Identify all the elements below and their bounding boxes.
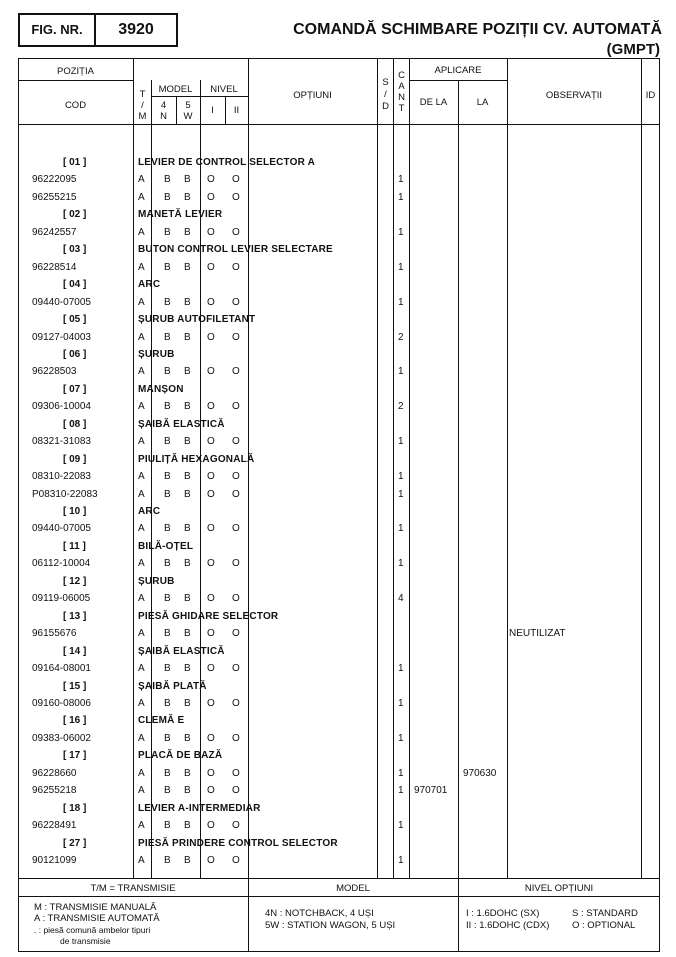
part-level-2: O [232, 732, 240, 744]
table-row [19, 520, 659, 537]
legend-nivel-standard: S : STANDARD [572, 908, 638, 919]
part-model-5w: B [184, 663, 191, 675]
part-level-2: O [232, 820, 240, 832]
legend-nivel-1: I : 1.6DOHC (SX) [466, 908, 540, 919]
item-name: MANȘON [138, 383, 184, 395]
part-tm: A [138, 226, 145, 238]
part-model-4n: B [164, 593, 171, 605]
part-quantity: 1 [398, 855, 404, 866]
part-model-5w: B [184, 366, 191, 378]
table-row [19, 590, 659, 607]
part-code: 08310-22083 [32, 471, 91, 483]
table-row [19, 224, 659, 241]
item-name: PIESĂ GHIDARE SELECTOR [138, 610, 279, 622]
part-level-1: O [207, 174, 215, 186]
hline-aplicare [409, 80, 507, 81]
legend-tm-common: . : piesă comună ambelor tipuri [34, 925, 151, 935]
part-model-4n: B [164, 366, 171, 378]
table-row [19, 765, 659, 782]
part-tm: A [138, 663, 145, 675]
part-model-4n: B [164, 697, 171, 709]
figure-label: FIG. NR. [20, 13, 96, 47]
part-quantity: 1 [398, 261, 404, 273]
part-tm: A [138, 174, 145, 186]
part-code: 09440-07005 [32, 523, 91, 535]
hline-footer-top [18, 878, 660, 879]
part-code: 09127-04003 [32, 331, 91, 343]
col-level-1: I [211, 105, 214, 116]
table-row [19, 294, 659, 311]
col-cant-a: A [398, 81, 405, 92]
col-de-la: DE LA [419, 97, 448, 108]
part-quantity: 1 [398, 174, 404, 186]
legend-model-5w: 5W : STATION WAGON, 5 UȘI [265, 920, 396, 931]
part-level-2: O [232, 855, 240, 866]
item-position: [ 16 ] [63, 715, 87, 727]
part-model-5w: B [184, 436, 191, 448]
item-header [19, 747, 659, 764]
part-level-1: O [207, 697, 215, 709]
item-position: [ 18 ] [63, 802, 87, 814]
part-level-2: O [232, 331, 240, 343]
legend-model-title: MODEL [336, 883, 370, 894]
col-cant-t: T [398, 103, 405, 114]
part-code: 08321-31083 [32, 436, 91, 448]
table-row [19, 730, 659, 747]
item-position: [ 15 ] [63, 680, 87, 692]
item-position: [ 10 ] [63, 506, 87, 517]
part-level-2: O [232, 436, 240, 448]
item-header [19, 573, 659, 590]
part-tm: A [138, 732, 145, 744]
part-level-2: O [232, 488, 240, 500]
figure-number: 3920 [118, 21, 154, 38]
table-row [19, 695, 659, 712]
part-tm: A [138, 401, 145, 413]
part-quantity: 1 [398, 697, 404, 709]
part-quantity: 1 [398, 732, 404, 744]
part-tm: A [138, 820, 145, 832]
page-subtitle: (GMPT) [606, 41, 660, 58]
legend-tm-manual: M : TRANSMISIE MANUALĂ [34, 902, 157, 913]
table-row [19, 433, 659, 450]
col-level-2: II [233, 105, 240, 116]
part-level-2: O [232, 663, 240, 675]
part-quantity: 1 [398, 785, 404, 797]
part-quantity: 1 [398, 767, 404, 779]
part-level-1: O [207, 732, 215, 744]
item-position: [ 03 ] [63, 244, 87, 256]
table-row [19, 171, 659, 188]
item-position: [ 07 ] [63, 383, 87, 395]
col-pozitia: POZIȚIA [57, 66, 94, 77]
col-optiuni: OPȚIUNI [293, 90, 332, 101]
item-header [19, 608, 659, 625]
item-position: [ 01 ] [63, 157, 87, 168]
col-la: LA [476, 97, 489, 108]
part-level-2: O [232, 191, 240, 203]
item-position: [ 17 ] [63, 750, 87, 762]
part-tm: A [138, 697, 145, 709]
col-nivel: NIVEL [210, 84, 238, 95]
legend-nivel-2: II : 1.6DOHC (CDX) [466, 920, 550, 931]
legend-model-4n: 4N : NOTCHBACK, 4 UȘI [265, 908, 374, 919]
part-tm: A [138, 191, 145, 203]
item-position: [ 06 ] [63, 348, 87, 360]
part-level-1: O [207, 366, 215, 378]
part-model-5w: B [184, 296, 191, 308]
col-aplicare: APLICARE [434, 65, 482, 76]
part-from: 970701 [414, 785, 448, 797]
part-code: 09160-08006 [32, 697, 91, 709]
part-level-1: O [207, 488, 215, 500]
col-n: N [160, 111, 167, 122]
part-level-1: O [207, 331, 215, 343]
part-quantity: 1 [398, 436, 404, 448]
item-header [19, 381, 659, 398]
item-name: ȘAIBĂ ELASTICĂ [138, 418, 225, 430]
item-name: LEVIER DE CONTROL SELECTOR A [138, 157, 316, 168]
item-position: [ 14 ] [63, 645, 87, 657]
legend-tm-common-2: de transmisie [60, 936, 111, 946]
table-row [19, 782, 659, 799]
table-row [19, 852, 659, 869]
part-level-1: O [207, 558, 215, 570]
part-level-1: O [207, 820, 215, 832]
part-level-1: O [207, 785, 215, 797]
part-quantity: 1 [398, 558, 404, 570]
part-tm: A [138, 331, 145, 343]
part-level-1: O [207, 767, 215, 779]
part-model-4n: B [164, 785, 171, 797]
item-header [19, 311, 659, 328]
part-level-2: O [232, 401, 240, 413]
part-code: 09306-10004 [32, 401, 91, 413]
part-code: 96255215 [32, 191, 77, 203]
item-name: ARC [138, 279, 161, 291]
hline-header-bottom [18, 124, 660, 125]
table-row [19, 625, 659, 642]
legend-tm-auto: A : TRANSMISIE AUTOMATĂ [34, 913, 160, 924]
col-cant-c: C [398, 70, 405, 81]
part-model-4n: B [164, 628, 171, 640]
part-level-2: O [232, 593, 240, 605]
item-name: LEVIER A-INTERMEDIAR [138, 802, 261, 814]
part-quantity: 1 [398, 471, 404, 483]
item-position: [ 12 ] [63, 575, 87, 587]
item-header [19, 154, 659, 171]
part-level-2: O [232, 785, 240, 797]
part-tm: A [138, 628, 145, 640]
part-model-5w: B [184, 523, 191, 535]
table-row [19, 555, 659, 572]
part-level-2: O [232, 558, 240, 570]
part-code: 09164-08001 [32, 663, 91, 675]
part-model-5w: B [184, 820, 191, 832]
item-header [19, 538, 659, 555]
part-quantity: 1 [398, 523, 404, 535]
hline-pozitia [18, 80, 133, 81]
part-model-4n: B [164, 732, 171, 744]
part-level-1: O [207, 191, 215, 203]
part-level-2: O [232, 628, 240, 640]
part-quantity: 1 [398, 366, 404, 378]
part-quantity: 4 [398, 593, 404, 605]
item-header [19, 678, 659, 695]
item-position: [ 08 ] [63, 418, 87, 430]
item-position: [ 09 ] [63, 453, 87, 465]
part-model-4n: B [164, 436, 171, 448]
item-name: ȘAIBĂ ELASTICĂ [138, 645, 225, 657]
table-row [19, 468, 659, 485]
part-model-4n: B [164, 558, 171, 570]
part-code: 96255218 [32, 785, 77, 797]
hline-model [151, 96, 248, 97]
part-model-4n: B [164, 191, 171, 203]
part-tm: A [138, 296, 145, 308]
part-model-5w: B [184, 558, 191, 570]
part-model-4n: B [164, 226, 171, 238]
part-model-4n: B [164, 767, 171, 779]
item-header [19, 835, 659, 852]
item-header [19, 206, 659, 223]
part-model-4n: B [164, 261, 171, 273]
part-model-5w: B [184, 732, 191, 744]
part-quantity: 1 [398, 191, 404, 203]
item-header [19, 800, 659, 817]
item-name: ȘURUB AUTOFILETANT [138, 314, 256, 326]
part-level-1: O [207, 523, 215, 535]
part-level-2: O [232, 296, 240, 308]
col-sd-s: S [382, 77, 389, 88]
col-id: ID [645, 90, 656, 101]
item-header [19, 712, 659, 729]
part-tm: A [138, 767, 145, 779]
part-code: 96228503 [32, 366, 77, 378]
page-title: COMANDĂ SCHIMBARE POZIȚII CV. AUTOMATĂ [293, 21, 662, 38]
part-level-2: O [232, 261, 240, 273]
hline-footer-title [18, 896, 660, 897]
part-level-2: O [232, 226, 240, 238]
part-model-4n: B [164, 820, 171, 832]
part-quantity: 1 [398, 226, 404, 238]
item-name: ȘURUB [138, 348, 175, 360]
item-position: [ 11 ] [63, 540, 86, 552]
item-name: PIULIȚĂ HEXAGONALĂ [138, 453, 255, 465]
part-quantity: 1 [398, 663, 404, 675]
table-row [19, 660, 659, 677]
col-tm-m: M [138, 111, 147, 122]
part-level-1: O [207, 593, 215, 605]
item-name: CLEMĂ E [138, 715, 185, 727]
part-tm: A [138, 785, 145, 797]
part-model-4n: B [164, 663, 171, 675]
part-tm: A [138, 523, 145, 535]
part-tm: A [138, 366, 145, 378]
part-model-5w: B [184, 488, 191, 500]
part-tm: A [138, 558, 145, 570]
item-name: BUTON CONTROL LEVIER SELECTARE [138, 244, 333, 256]
part-code: 09440-07005 [32, 296, 91, 308]
part-model-4n: B [164, 401, 171, 413]
part-level-1: O [207, 226, 215, 238]
col-5: 5 [185, 100, 191, 111]
part-level-1: O [207, 628, 215, 640]
item-header [19, 451, 659, 468]
part-code: 96222095 [32, 174, 77, 186]
table-row [19, 329, 659, 346]
part-level-1: O [207, 296, 215, 308]
item-position: [ 13 ] [63, 610, 87, 622]
table-row [19, 259, 659, 276]
item-name: PIESĂ PRINDERE CONTROL SELECTOR [138, 837, 338, 849]
part-model-4n: B [164, 296, 171, 308]
item-name: ȘAIBĂ PLATĂ [138, 680, 207, 692]
col-cant-n: N [398, 92, 405, 103]
part-model-5w: B [184, 261, 191, 273]
col-tm-slash: / [141, 100, 144, 111]
part-model-5w: B [184, 331, 191, 343]
part-tm: A [138, 593, 145, 605]
legend-tm-title: T/M = TRANSMISIE [90, 883, 176, 894]
part-model-5w: B [184, 697, 191, 709]
item-name: ARC [138, 506, 161, 517]
part-tm: A [138, 471, 145, 483]
part-level-2: O [232, 767, 240, 779]
part-quantity: 2 [398, 401, 404, 413]
part-tm: A [138, 261, 145, 273]
part-level-2: O [232, 523, 240, 535]
part-model-4n: B [164, 471, 171, 483]
item-name: MANETĂ LEVIER [138, 209, 223, 221]
part-tm: A [138, 436, 145, 448]
part-code: P08310-22083 [32, 488, 98, 500]
part-code: 96242557 [32, 226, 77, 238]
part-model-4n: B [164, 523, 171, 535]
part-code: 90121099 [32, 855, 77, 866]
part-model-4n: B [164, 488, 171, 500]
table-row [19, 486, 659, 503]
item-position: [ 02 ] [63, 209, 87, 221]
table-row [19, 817, 659, 834]
item-header [19, 346, 659, 363]
part-level-2: O [232, 697, 240, 709]
table-row [19, 189, 659, 206]
item-header [19, 503, 659, 520]
part-level-1: O [207, 401, 215, 413]
part-code: 09119-06005 [32, 593, 91, 605]
part-level-1: O [207, 436, 215, 448]
part-level-2: O [232, 366, 240, 378]
part-quantity: 1 [398, 488, 404, 500]
part-level-2: O [232, 471, 240, 483]
part-model-5w: B [184, 785, 191, 797]
part-model-5w: B [184, 174, 191, 186]
part-code: 96228514 [32, 261, 77, 273]
part-model-4n: B [164, 331, 171, 343]
item-name: BILĂ-OȚEL [138, 540, 194, 552]
part-code: 09383-06002 [32, 732, 91, 744]
part-observation: NEUTILIZAT [509, 628, 566, 640]
legend-nivel-optional: O : OPTIONAL [572, 920, 636, 931]
item-position: [ 27 ] [63, 837, 87, 849]
table-row [19, 398, 659, 415]
col-tm-t: T [139, 89, 146, 100]
item-header [19, 276, 659, 293]
item-position: [ 04 ] [63, 279, 87, 291]
part-to: 970630 [463, 767, 497, 779]
part-model-5w: B [184, 767, 191, 779]
part-model-4n: B [164, 174, 171, 186]
part-model-4n: B [164, 855, 171, 866]
part-level-1: O [207, 471, 215, 483]
item-header [19, 643, 659, 660]
col-w: W [183, 111, 193, 122]
part-quantity: 2 [398, 331, 404, 343]
part-quantity: 1 [398, 296, 404, 308]
part-model-5w: B [184, 191, 191, 203]
item-header [19, 416, 659, 433]
part-level-1: O [207, 855, 215, 866]
part-level-1: O [207, 261, 215, 273]
table-row [19, 363, 659, 380]
part-model-5w: B [184, 471, 191, 483]
part-level-1: O [207, 663, 215, 675]
col-sd-slash: / [384, 89, 387, 100]
item-name: ȘURUB [138, 575, 175, 587]
item-name: PLACĂ DE BAZĂ [138, 750, 223, 762]
part-model-5w: B [184, 628, 191, 640]
part-code: 96228660 [32, 767, 77, 779]
part-model-5w: B [184, 226, 191, 238]
item-position: [ 05 ] [63, 314, 87, 326]
col-model: MODEL [158, 84, 193, 95]
part-level-2: O [232, 174, 240, 186]
col-4: 4 [160, 100, 167, 111]
part-model-5w: B [184, 593, 191, 605]
col-sd-d: D [382, 101, 389, 112]
col-cod: COD [64, 100, 87, 111]
part-model-5w: B [184, 855, 191, 866]
item-header [19, 241, 659, 258]
part-quantity: 1 [398, 820, 404, 832]
legend-nivel-title: NIVEL OPȚIUNI [524, 883, 594, 894]
part-tm: A [138, 855, 145, 866]
part-code: 96155676 [32, 628, 77, 640]
col-observatii: OBSERVAȚII [545, 90, 603, 101]
part-tm: A [138, 488, 145, 500]
part-model-5w: B [184, 401, 191, 413]
part-code: 06112-10004 [32, 558, 91, 570]
part-code: 96228491 [32, 820, 77, 832]
